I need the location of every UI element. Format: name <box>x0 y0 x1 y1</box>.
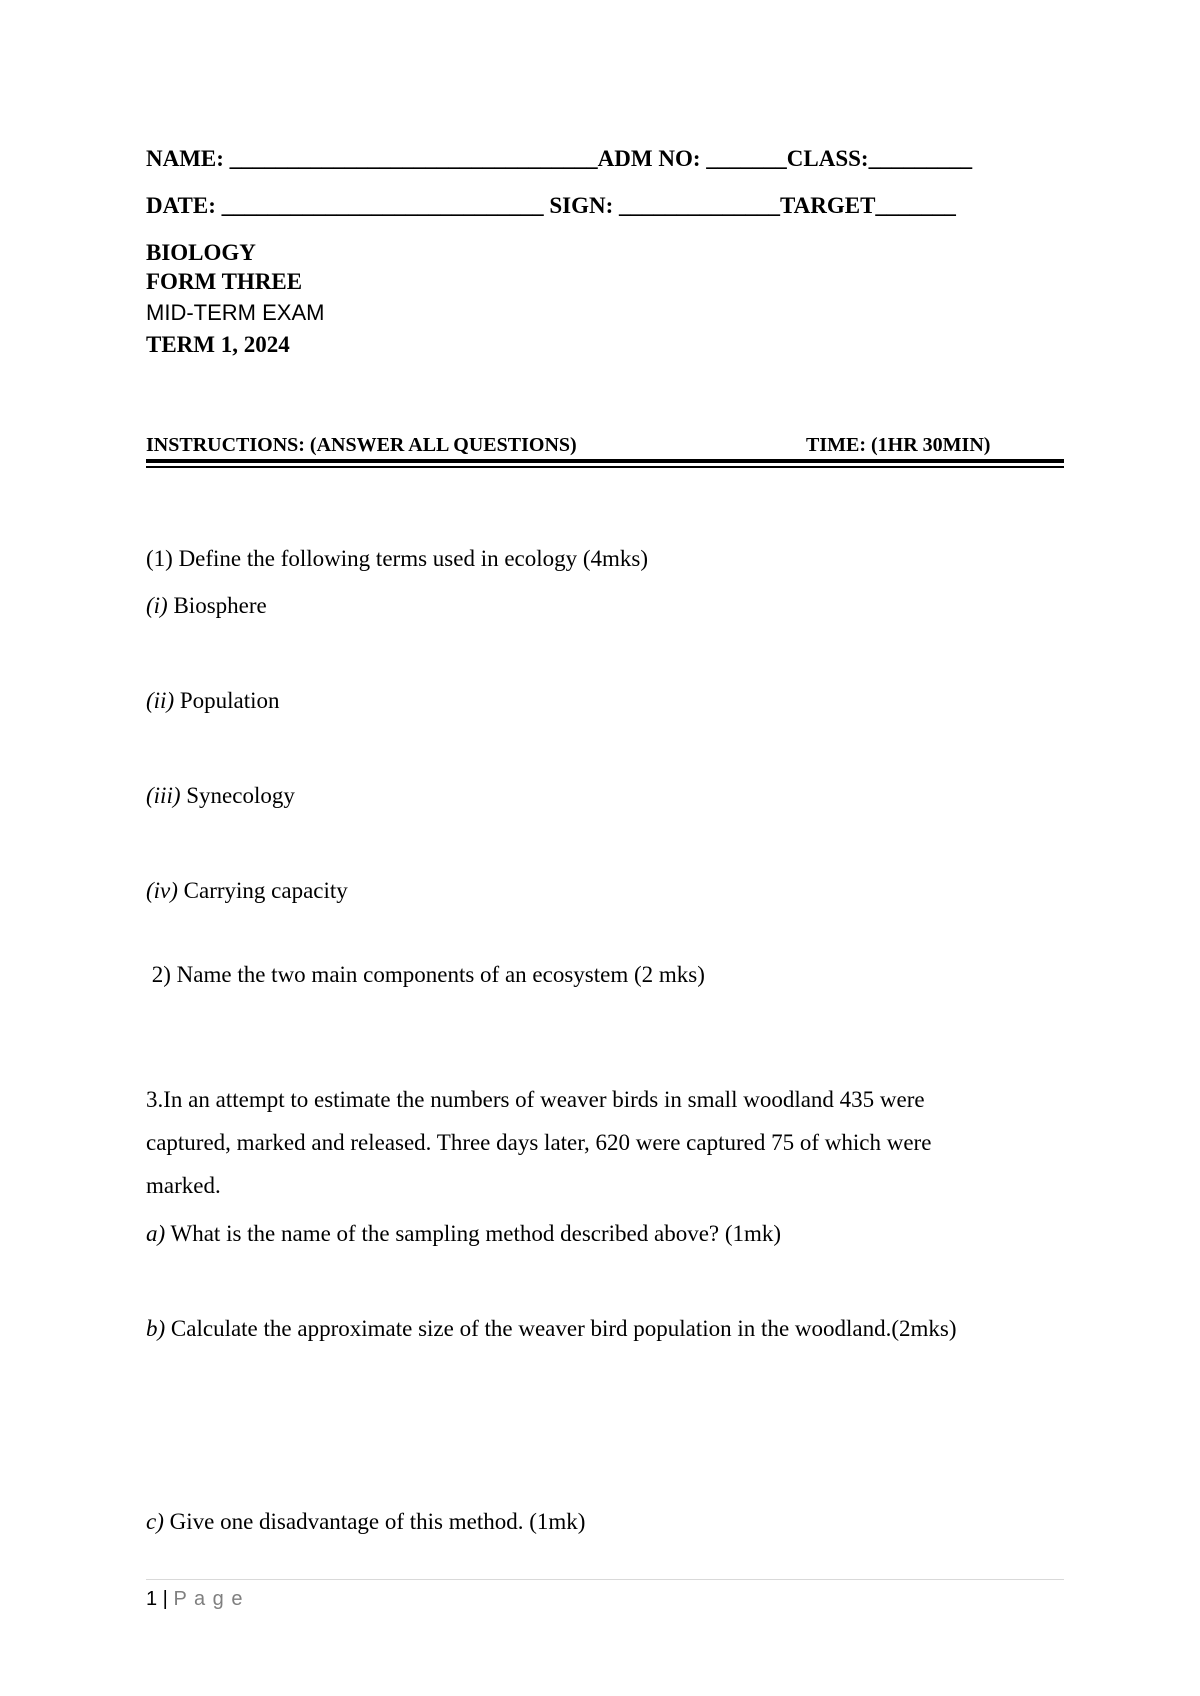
page-number: 1 <box>146 1588 158 1610</box>
term-title: TERM 1, 2024 <box>146 332 290 357</box>
time-allowed: TIME: (1HR 30MIN) <box>806 434 991 456</box>
question-1-item <box>146 593 267 619</box>
item-label: (iii) <box>146 783 181 808</box>
item-text: Biosphere <box>167 593 267 618</box>
item-label: (ii) <box>146 688 175 713</box>
question-1-item <box>146 783 295 809</box>
question-2-stem: 2) Name the two main components of an ecosystem (2 mks) <box>146 962 705 987</box>
part-label: c) <box>146 1509 164 1534</box>
question-1-item <box>146 878 348 904</box>
question-1-stem: (1) Define the following terms used in ecology (4mks) <box>146 546 649 571</box>
question-3-part <box>146 1221 781 1247</box>
page-separator: | <box>157 1588 174 1610</box>
part-label: a) <box>146 1221 166 1246</box>
page-word: P a g e <box>173 1588 244 1610</box>
double-rule-thick <box>146 459 1064 463</box>
part-text: Give one disadvantage of this method. (1mk) <box>163 1509 586 1534</box>
part-text: Calculate the approximate size of the weaver bird population in the woodland.(2mks) <box>165 1316 957 1341</box>
question-3-stem-line: captured, marked and released. Three days later, 620 were captured 75 of which were <box>146 1130 932 1155</box>
subject-title: BIOLOGY <box>146 240 256 265</box>
question-1-item <box>146 688 280 714</box>
question-3-part <box>146 1316 957 1342</box>
item-text: Synecology <box>180 783 295 808</box>
form-title: FORM THREE <box>146 269 303 294</box>
question-3-stem-line: 3.In an attempt to estimate the numbers of weaver birds in small woodland 435 were <box>146 1087 925 1112</box>
part-text: What is the name of the sampling method described above? (1mk) <box>165 1221 782 1246</box>
instructions-text: INSTRUCTIONS: (ANSWER ALL QUESTIONS) <box>146 434 577 456</box>
part-label: b) <box>146 1316 166 1341</box>
question-3-part <box>146 1509 585 1535</box>
item-label: (iv) <box>146 878 178 903</box>
double-rule-thin <box>146 466 1064 468</box>
item-text: Population <box>174 688 280 713</box>
student-info-row-1: NAME: ________________________________ADM NO: _______CLASS:_________ <box>146 146 973 171</box>
item-text: Carrying capacity <box>177 878 348 903</box>
page-footer <box>146 1588 243 1611</box>
exam-title: MID-TERM EXAM <box>146 300 325 325</box>
item-label: (i) <box>146 593 168 618</box>
question-3-stem-line: marked. <box>146 1173 221 1198</box>
student-info-row-2: DATE: ____________________________ SIGN: ______________TARGET_______ <box>146 193 956 218</box>
footer-rule <box>146 1579 1064 1580</box>
